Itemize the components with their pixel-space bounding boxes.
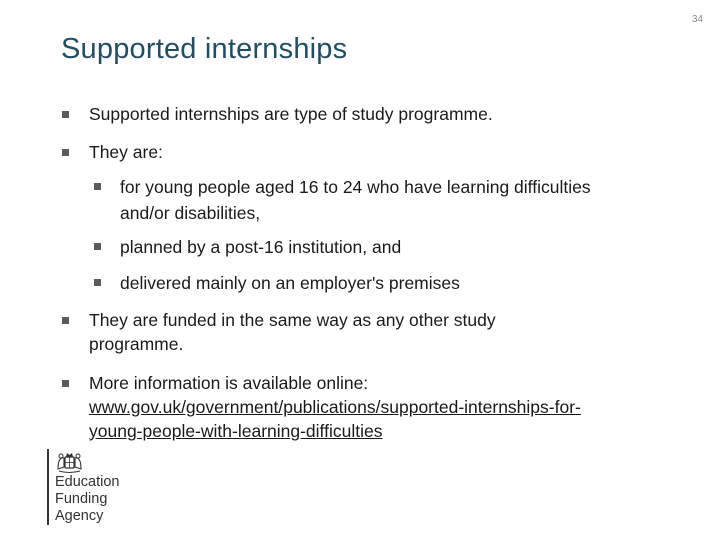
logo-line: Funding — [55, 491, 108, 507]
bullet-item — [62, 308, 682, 356]
bullet-item — [62, 102, 682, 126]
bullet-text: More information is available online: — [89, 373, 369, 393]
bullet-marker — [94, 279, 101, 286]
info-link[interactable]: young-people-with-learning-difficulties — [89, 421, 383, 441]
page-number: 34 — [691, 14, 703, 25]
bullet-text: delivered mainly on an employer's premises — [120, 273, 460, 293]
logo-line: Education — [55, 474, 120, 490]
sub-bullet-item — [62, 270, 682, 296]
bullet-text: for young people aged 16 to 24 who have learning difficulties — [120, 177, 591, 197]
bullet-marker — [62, 317, 69, 324]
sub-bullet-item — [62, 234, 682, 260]
bullet-marker — [94, 243, 101, 250]
logo-line: Agency — [55, 508, 104, 524]
info-link[interactable]: www.gov.uk/government/publications/supported-internships-for- — [89, 397, 581, 417]
bullet-marker — [62, 380, 69, 387]
bullet-marker — [94, 183, 101, 190]
bullet-text: planned by a post-16 institution, and — [120, 237, 402, 257]
bullet-marker — [62, 149, 69, 156]
logo-text — [55, 474, 120, 525]
slide-title: Supported internships — [61, 33, 348, 65]
bullet-text: and/or disabilities, — [120, 203, 261, 223]
bullet-text: They are: — [89, 142, 163, 162]
efa-logo — [47, 449, 167, 525]
bullet-text: They are funded in the same way as any other study — [89, 310, 496, 330]
bullet-text: Supported internships are type of study programme. — [89, 104, 493, 124]
bullet-item — [62, 371, 682, 443]
sub-bullet-item — [62, 174, 682, 226]
bullet-marker — [62, 111, 69, 118]
bullet-item — [62, 140, 682, 164]
logo-rule — [47, 449, 49, 525]
bullet-list — [62, 102, 682, 443]
royal-crest-icon — [55, 449, 83, 475]
bullet-text: programme. — [89, 334, 184, 354]
